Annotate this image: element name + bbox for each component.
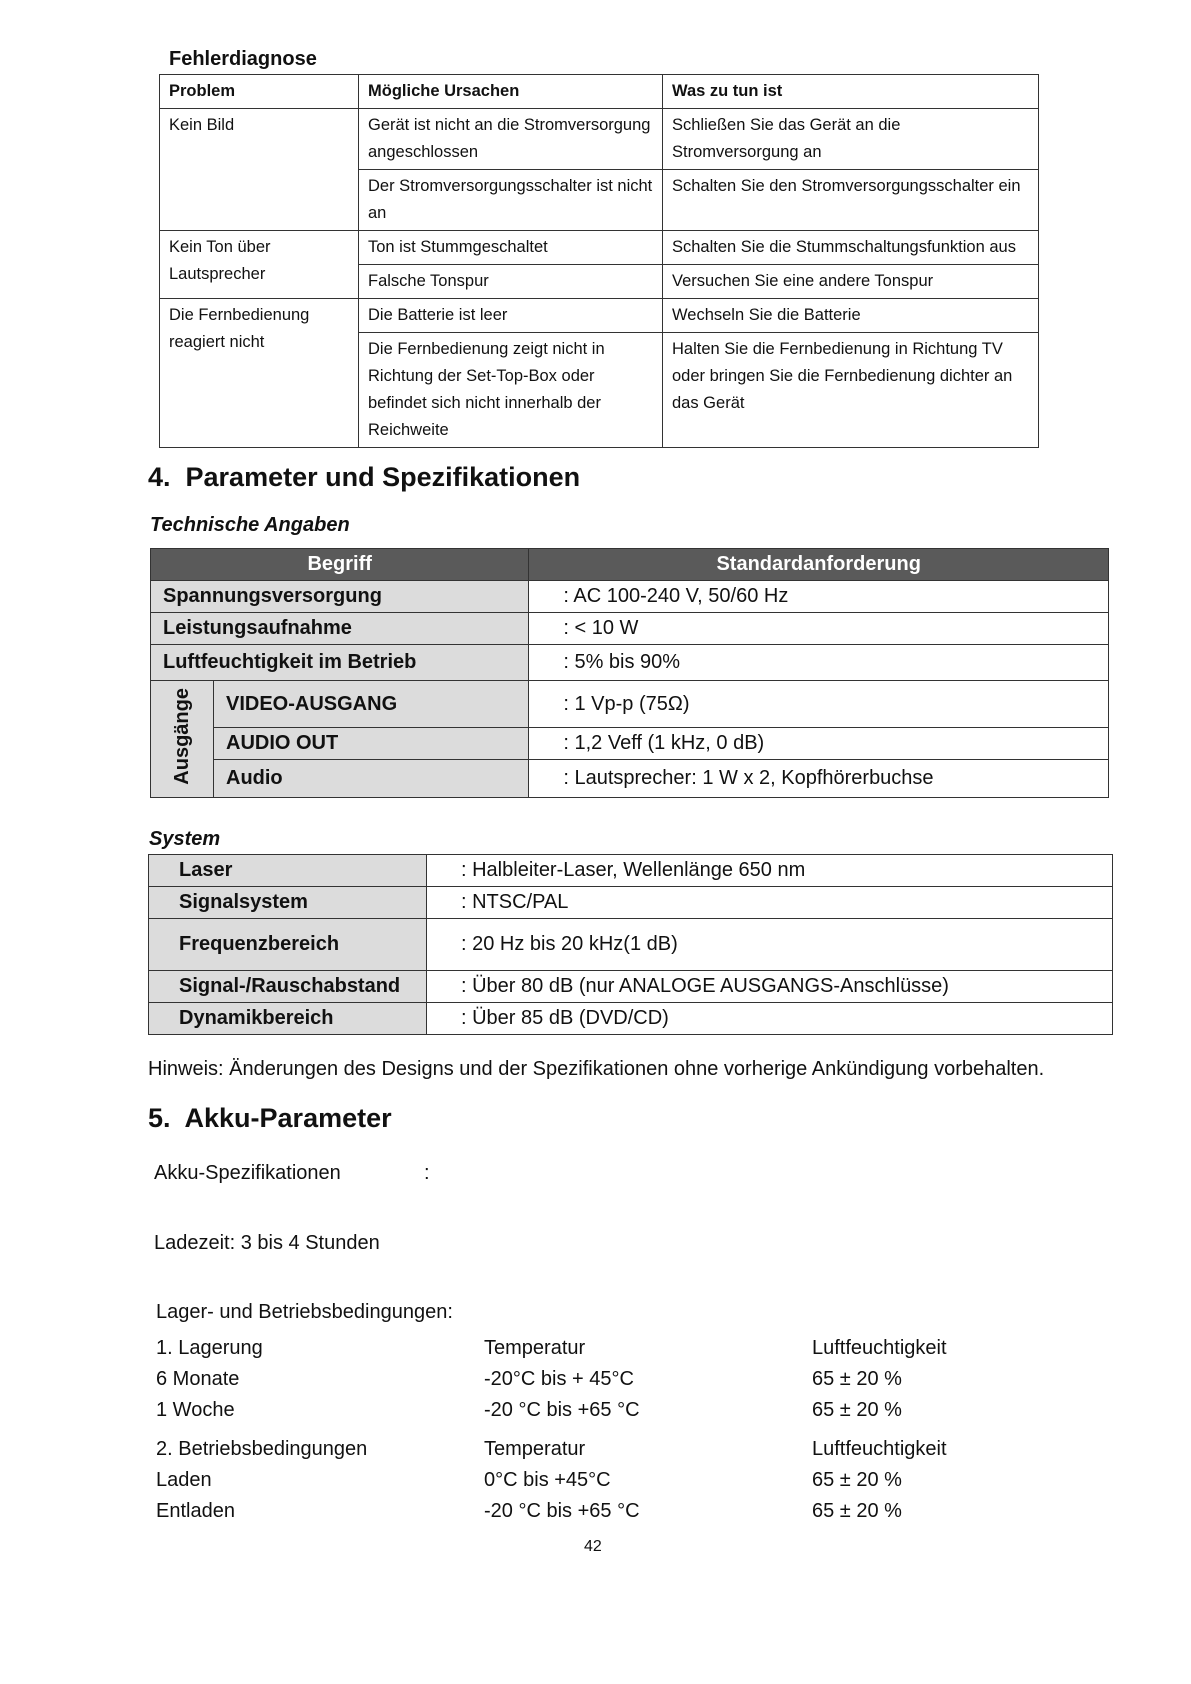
charge-time: Ladezeit: 3 bis 4 Stunden	[154, 1232, 380, 1254]
condition-cell: 1 Woche	[156, 1399, 235, 1421]
spec-note: Hinweis: Änderungen des Designs und der Spezifikationen ohne vorherige Ankündigung vorbehalten.	[148, 1058, 1045, 1080]
spec-key: Dynamikbereich	[149, 1003, 427, 1035]
troubleshoot-title: Fehlerdiagnose	[169, 48, 317, 70]
problem-cell: Die Fernbedienung reagiert nicht	[160, 299, 359, 448]
solution-cell: Schalten Sie die Stummschaltungsfunktion aus	[663, 231, 1039, 265]
condition-cell: Luftfeuchtigkeit	[812, 1337, 947, 1359]
spec-value: : Halbleiter-Laser, Wellenlänge 650 nm	[427, 855, 1113, 887]
cause-cell: Die Fernbedienung zeigt nicht in Richtung der Set-Top-Box oder befindet sich nicht innerhalb der Reichweite	[359, 333, 663, 448]
tech-specs-title: Technische Angaben	[150, 514, 350, 536]
spec-key: Frequenzbereich	[149, 919, 427, 971]
troubleshoot-table	[159, 74, 1039, 448]
condition-cell: 65 ± 20 %	[812, 1368, 902, 1390]
col-header: Standardanforderung	[529, 549, 1109, 581]
spec-key: Leistungsaufnahme	[151, 613, 529, 645]
condition-cell: 65 ± 20 %	[812, 1500, 902, 1522]
condition-cell: Temperatur	[484, 1337, 586, 1359]
spec-key: Spannungsversorgung	[151, 581, 529, 613]
spec-key: Signal-/Rauschabstand	[149, 971, 427, 1003]
problem-cell: Kein Bild	[160, 109, 359, 231]
system-title: System	[149, 828, 221, 850]
cause-cell: Ton ist Stummgeschaltet	[359, 231, 663, 265]
spec-key: AUDIO OUT	[214, 728, 529, 760]
spec-key: Laser	[149, 855, 427, 887]
condition-cell: 2. Betriebsbedingungen	[156, 1438, 368, 1460]
solution-cell: Halten Sie die Fernbedienung in Richtung TV oder bringen Sie die Fernbedienung dichter an das Gerät	[663, 333, 1039, 448]
spec-value: : Über 85 dB (DVD/CD)	[427, 1003, 1113, 1035]
spec-value: : Über 80 dB (nur ANALOGE AUSGANGS-Anschlüsse)	[427, 971, 1113, 1003]
cause-cell: Die Batterie ist leer	[359, 299, 663, 333]
spec-key: Luftfeuchtigkeit im Betrieb	[151, 645, 529, 681]
battery-spec-label: Akku-Spezifikationen	[154, 1162, 341, 1184]
col-header: Mögliche Ursachen	[359, 75, 663, 109]
conditions-title: Lager- und Betriebsbedingungen:	[156, 1301, 453, 1323]
solution-cell: Wechseln Sie die Batterie	[663, 299, 1039, 333]
condition-cell: Laden	[156, 1469, 212, 1491]
section-5-heading: 5. Akku-Parameter	[148, 1103, 392, 1133]
system-table	[148, 854, 1113, 1035]
cause-cell: Der Stromversorgungsschalter ist nicht an	[359, 170, 663, 231]
section-4-heading: 4. Parameter und Spezifikationen	[148, 462, 581, 492]
outputs-label: Ausgänge	[170, 687, 193, 785]
solution-cell: Schalten Sie den Stromversorgungsschalter ein	[663, 170, 1039, 231]
condition-cell: -20 °C bis +65 °C	[484, 1500, 640, 1522]
col-header: Problem	[160, 75, 359, 109]
col-header: Begriff	[151, 549, 529, 581]
condition-cell: 65 ± 20 %	[812, 1469, 902, 1491]
battery-spec-colon: :	[424, 1162, 430, 1184]
condition-cell: -20°C bis + 45°C	[484, 1368, 634, 1390]
problem-cell: Kein Ton über Lautsprecher	[160, 231, 359, 299]
condition-cell: -20 °C bis +65 °C	[484, 1399, 640, 1421]
spec-key: Signalsystem	[149, 887, 427, 919]
spec-value: : AC 100-240 V, 50/60 Hz	[529, 581, 1109, 613]
spec-key: VIDEO-AUSGANG	[214, 681, 529, 728]
spec-value: : < 10 W	[529, 613, 1109, 645]
condition-cell: 1. Lagerung	[156, 1337, 263, 1359]
spec-value: : 5% bis 90%	[529, 645, 1109, 681]
condition-cell: Entladen	[156, 1500, 235, 1522]
condition-cell: 6 Monate	[156, 1368, 240, 1390]
condition-cell: 65 ± 20 %	[812, 1399, 902, 1421]
tech-specs-table	[150, 548, 1109, 798]
spec-value: : 1,2 Veff (1 kHz, 0 dB)	[529, 728, 1109, 760]
condition-cell: Temperatur	[484, 1438, 586, 1460]
spec-value: : NTSC/PAL	[427, 887, 1113, 919]
spec-value: : 1 Vp-p (75Ω)	[529, 681, 1109, 728]
spec-value: : Lautsprecher: 1 W x 2, Kopfhörerbuchse	[529, 760, 1109, 798]
solution-cell: Schließen Sie das Gerät an die Stromversorgung an	[663, 109, 1039, 170]
spec-key: Audio	[214, 760, 529, 798]
cause-cell: Falsche Tonspur	[359, 265, 663, 299]
cause-cell: Gerät ist nicht an die Stromversorgung angeschlossen	[359, 109, 663, 170]
page-number: 42	[584, 1538, 602, 1555]
solution-cell: Versuchen Sie eine andere Tonspur	[663, 265, 1039, 299]
col-header: Was zu tun ist	[663, 75, 1039, 109]
spec-value: : 20 Hz bis 20 kHz(1 dB)	[427, 919, 1113, 971]
condition-cell: Luftfeuchtigkeit	[812, 1438, 947, 1460]
condition-cell: 0°C bis +45°C	[484, 1469, 611, 1491]
